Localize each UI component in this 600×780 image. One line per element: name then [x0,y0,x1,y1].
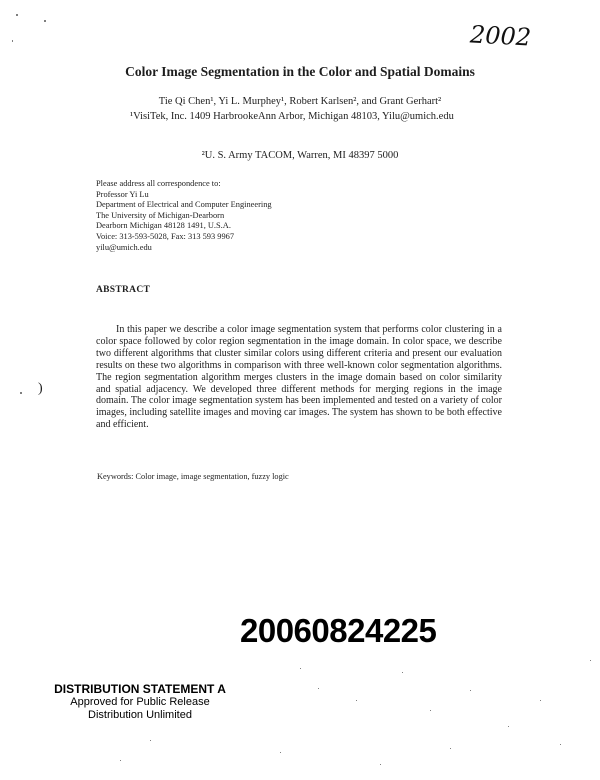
correspondence-line: Professor Yi Lu [96,189,149,199]
distribution-approval: Approved for Public Release [70,696,210,708]
keywords-line: Keywords: Color image, image segmentation, fuzzy logic [97,472,289,481]
affiliation-army-tacom: ²U. S. Army TACOM, Warren, MI 48397 5000 [201,150,399,161]
abstract-body: In this paper we describe a color image segmentation system that performs color clustering in a color space followed by color region segmentation in the image domain. In color space, we describe two different algorithms that cluster similar colors using different criteria and present our evaluation results on these two algorithms in comparison with three well-known color segmentation algorithms. The region segmentation algorithm merges clusters in the image domain based on color similarity and spatial adjacency. We developed three different methods for merging regions in the image domain. The color image segmentation system has been implemented and tested on a variety of color images, including satellite images and moving car images. The system has shown to be both effective and efficient. [96,324,502,431]
correspondence-email: yilu@umich.edu [96,242,152,252]
distribution-limit: Distribution Unlimited [88,709,192,721]
author-list: Tie Qi Chen¹, Yi L. Murphey¹, Robert Karlsen², and Grant Gerhart² [158,96,442,107]
correspondence-line: Dearborn Michigan 48128 1491, U.S.A. [96,221,231,231]
correspondence-line: Please address all correspondence to: [96,179,221,188]
paper-title: Color Image Segmentation in the Color and Spatial Domains [125,64,475,79]
distribution-title: DISTRIBUTION STATEMENT A [54,682,226,696]
correspondence-line: The University of Michigan-Dearborn [96,210,225,220]
document-accession-number: 20060824225 [240,612,437,649]
handwritten-year-note: 2002 [469,20,532,52]
distribution-statement [40,682,240,722]
correspondence-block [96,179,272,253]
affiliation-visitek: ¹VisiTek, Inc. 1409 HarbrookeAnn Arbor, Michigan 48103, Yilu@umich.edu [130,111,454,122]
abstract-heading: ABSTRACT [96,285,151,295]
margin-mark: ) [38,381,43,396]
correspondence-line: Department of Electrical and Computer Engineering [96,200,272,210]
correspondence-line: Voice: 313-593-5028, Fax: 313 593 9967 [96,231,235,241]
